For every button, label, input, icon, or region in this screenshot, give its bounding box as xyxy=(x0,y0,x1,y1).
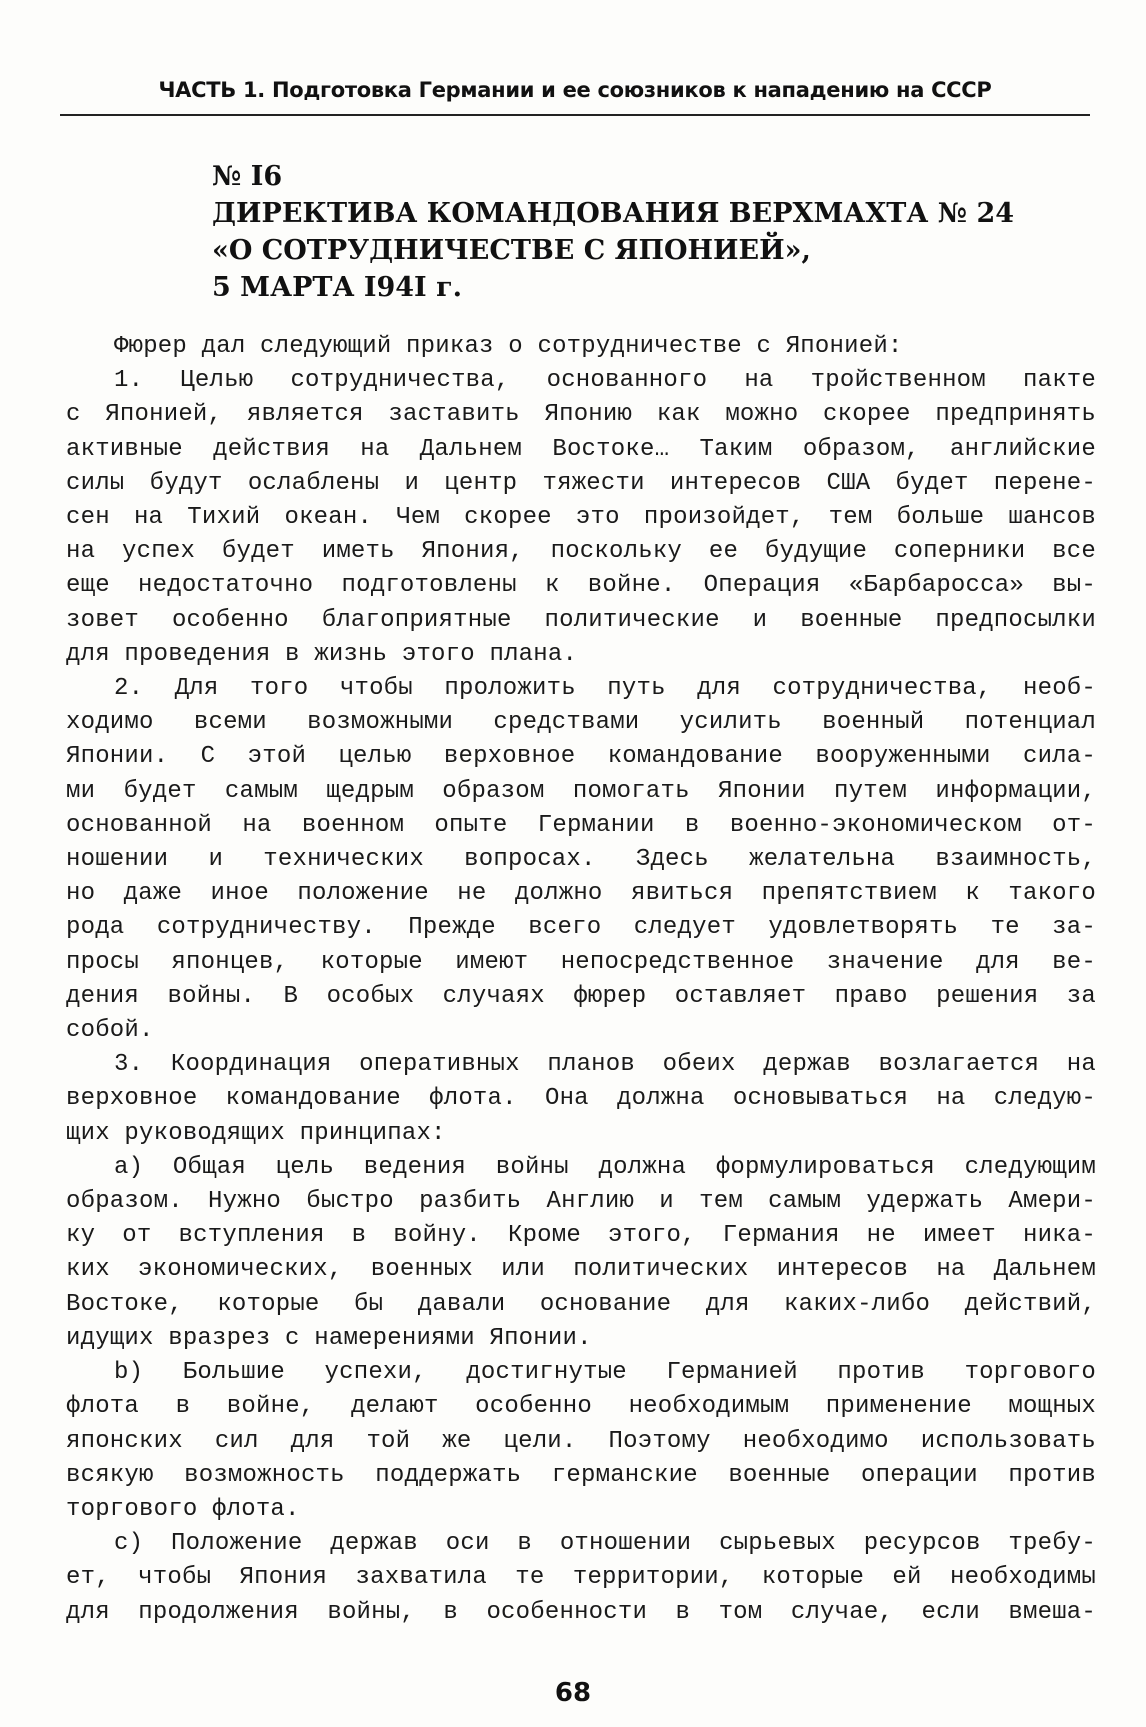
text-line: 1. Целью сотрудничества, основанного на тройственном пакте xyxy=(114,367,1096,395)
text-line: на успех будет иметь Япония, поскольку ее будущие соперники все xyxy=(66,538,1096,566)
text-line: еще недостаточно подготовлены к войне. Операция «Барбаросса» вы- xyxy=(66,572,1096,600)
text-line: щих руководящих принципах: xyxy=(66,1119,446,1147)
text-line: основанной на военном опыте Германии в военно-экономическом от- xyxy=(66,811,1096,839)
text-line: Японии. С этой целью верховное командование вооруженными сила- xyxy=(66,743,1096,771)
title-line-2: «О СОТРУДНИЧЕСТВЕ С ЯПОНИЕЙ», xyxy=(212,235,811,266)
text-line: 2. Для того чтобы проложить путь для сотрудничества, необ- xyxy=(114,675,1096,703)
title-line-3: 5 МАРТА I94I г. xyxy=(212,272,463,303)
text-line: дения войны. В особых случаях фюрер оставляет право решения за xyxy=(66,982,1096,1010)
text-line: просы японцев, которые имеют непосредственное значение для ве- xyxy=(66,948,1096,976)
body-text xyxy=(66,330,1096,1630)
text-line: а) Общая цель ведения войны должна формулироваться следующим xyxy=(114,1153,1096,1181)
text-line: ношении и технических вопросах. Здесь желательна взаимность, xyxy=(66,846,1096,874)
text-line: образом. Нужно быстро разбить Англию и тем самым удержать Амери- xyxy=(66,1188,1096,1216)
text-line: всякую возможность поддержать германские военные операции против xyxy=(66,1461,1096,1489)
text-line: собой. xyxy=(66,1017,154,1045)
text-line: рода сотрудничеству. Прежде всего следует удовлетворять те за- xyxy=(66,914,1096,942)
text-line: торгового флота. xyxy=(66,1495,300,1523)
text-line: но даже иное положение не должно явиться препятствием к такого xyxy=(66,880,1096,908)
document-title xyxy=(212,158,1032,306)
text-line: Востоке, которые бы давали основание для каких-либо действий, xyxy=(66,1290,1096,1318)
text-line: силы будут ослаблены и центр тяжести интересов США будет перене- xyxy=(66,469,1096,497)
text-line: для продолжения войны, в особенности в том случае, если вмеша- xyxy=(66,1598,1096,1626)
text-line: ет, чтобы Япония захватила те территории, которые ей необходимы xyxy=(66,1564,1096,1592)
text-line: японских сил для той же цели. Поэтому необходимо использовать xyxy=(66,1427,1096,1455)
text-line: c) Положение держав оси в отношении сырьевых ресурсов требу- xyxy=(114,1530,1096,1558)
text-line: Фюрер дал следующий приказ о сотрудничестве с Японией: xyxy=(114,333,903,360)
text-line: ходимо всеми возможными средствами усилить военный потенциал xyxy=(66,709,1096,737)
title-line-1: ДИРЕКТИВА КОМАНДОВАНИЯ ВЕРХМАХТА № 24 xyxy=(212,198,1015,229)
text-line: для проведения в жизнь этого плана. xyxy=(66,640,578,668)
text-line: зовет особенно благоприятные политические и военные предпосылки xyxy=(66,606,1096,634)
running-header: ЧАСТЬ 1. Подготовка Германии и ее союзников к нападению на СССР xyxy=(158,78,992,102)
text-line: идущих вразрез с намерениями Японии. xyxy=(66,1324,592,1352)
header-rule xyxy=(60,114,1090,116)
text-line: с Японией, является заставить Японию как можно скорее предпринять xyxy=(66,401,1096,429)
text-line: верховное командование флота. Она должна основываться на следую- xyxy=(66,1085,1096,1113)
page-number: 68 xyxy=(554,1678,592,1708)
text-line: 3. Координация оперативных планов обеих держав возлагается на xyxy=(114,1051,1096,1079)
document-number: № I6 xyxy=(212,161,283,192)
text-line: b) Большие успехи, достигнутые Германией против торгового xyxy=(114,1359,1096,1387)
text-line: ку от вступления в войну. Кроме этого, Германия не имеет ника- xyxy=(66,1222,1096,1250)
text-line: активные действия на Дальнем Востоке… Таким образом, английские xyxy=(66,435,1096,463)
text-line: флота в войне, делают особенно необходимым применение мощных xyxy=(66,1393,1096,1421)
text-line: сен на Тихий океан. Чем скорее это произойдет, тем больше шансов xyxy=(66,504,1096,532)
text-line: ких экономических, военных или политических интересов на Дальнем xyxy=(66,1256,1096,1284)
text-line: ми будет самым щедрым образом помогать Японии путем информации, xyxy=(66,777,1096,805)
